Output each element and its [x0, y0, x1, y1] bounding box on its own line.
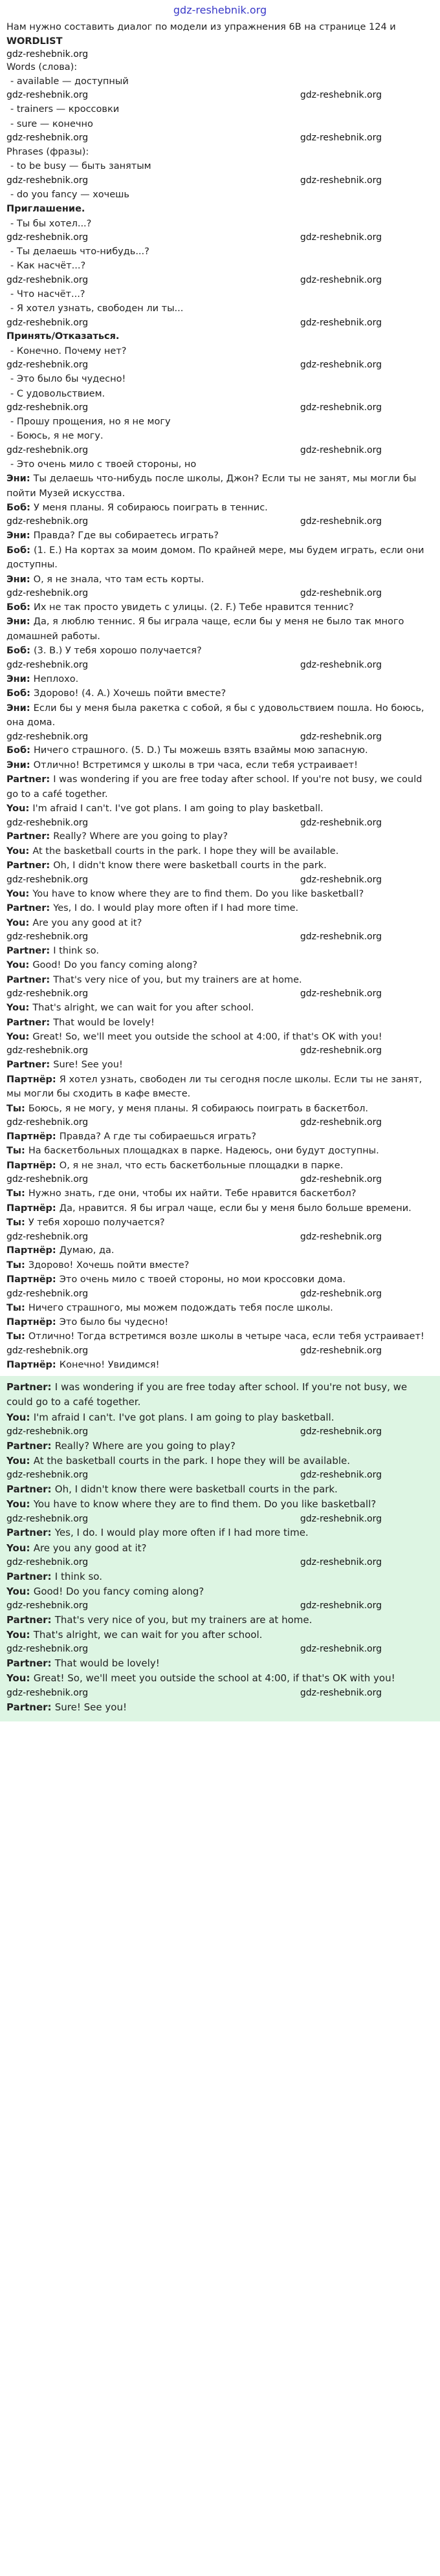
- watermark-row: [6, 659, 434, 672]
- dialog-line: [6, 1541, 434, 1556]
- speaker-label: Partner:: [6, 903, 54, 914]
- speaker-label: Эни:: [6, 759, 34, 770]
- watermark: gdz-reshebnik.org: [6, 588, 89, 599]
- speaker-label: You:: [6, 1031, 33, 1042]
- dialog-text: Great! So, we'll meet you outside the school at 4:00, if that's OK with you!: [32, 1031, 382, 1042]
- dialog-line: [6, 1329, 434, 1344]
- list-item: - Конечно. Почему нет?: [10, 345, 127, 356]
- dialog-text: You have to know where they are to find them. Do you like basketball?: [32, 888, 364, 899]
- watermark: gdz-reshebnik.org: [300, 360, 382, 371]
- dialog-text: Really? Where are you going to play?: [54, 1439, 236, 1452]
- list-item: - to be busy — быть занятым: [10, 161, 151, 172]
- speaker-label: Partner:: [6, 1613, 55, 1626]
- watermark: gdz-reshebnik.org: [6, 1687, 89, 1698]
- dialog-line: [6, 973, 434, 987]
- watermark: gdz-reshebnik.org: [300, 817, 382, 828]
- dialog-line: [6, 543, 434, 573]
- watermark: gdz-reshebnik.org: [300, 1288, 382, 1299]
- watermark-row: [6, 730, 434, 744]
- speaker-label: You:: [6, 1411, 34, 1423]
- speaker-label: Боб:: [6, 503, 34, 514]
- list-item: - Ты делаешь что-нибудь...?: [10, 246, 149, 257]
- dialog-text: Это было бы чудесно!: [59, 1317, 169, 1327]
- dialog-line: [6, 1016, 434, 1030]
- watermark: gdz-reshebnik.org: [300, 659, 382, 670]
- watermark-row: [6, 1643, 434, 1656]
- watermark: gdz-reshebnik.org: [300, 988, 382, 999]
- watermark-row: [6, 987, 434, 1001]
- dialog-text: Great! So, we'll meet you outside the school at 4:00, if that's OK with you!: [33, 1672, 395, 1685]
- dialog-line: [6, 1272, 434, 1287]
- dialog-text: I'm afraid I can't. I've got plans. I am going to play basketball.: [33, 1411, 335, 1423]
- dialog-line: [6, 1201, 434, 1216]
- watermark: gdz-reshebnik.org: [300, 274, 382, 285]
- dialog-line: [6, 772, 434, 802]
- speaker-label: Partner:: [6, 1017, 54, 1028]
- speaker-label: Ты:: [6, 1146, 28, 1157]
- watermark: gdz-reshebnik.org: [6, 133, 89, 144]
- dialog-text: Боюсь, я не могу, у меня планы. Я собираюсь поиграть в баскетбол.: [28, 1103, 369, 1114]
- phrases-title: Phrases (фразы):: [6, 147, 89, 157]
- dialog-line: [6, 1073, 434, 1102]
- dialog-line: [6, 1497, 434, 1512]
- list-item: - do you fancy — хочешь: [10, 189, 129, 200]
- speaker-label: Эни:: [6, 673, 34, 684]
- dialog-text: Yes, I do. I would play more often if I had more time.: [53, 903, 299, 914]
- dialog-russian-1: [6, 472, 434, 772]
- dialog-line: [6, 844, 434, 858]
- watermark: gdz-reshebnik.org: [300, 175, 382, 186]
- watermark: gdz-reshebnik.org: [6, 1556, 89, 1567]
- speaker-label: You:: [6, 846, 33, 857]
- dialog-line: [6, 758, 434, 772]
- watermark-row: [6, 131, 434, 145]
- watermark: gdz-reshebnik.org: [300, 232, 382, 243]
- dialog-text: Думаю, да.: [59, 1245, 115, 1256]
- list-item: - Я хотел узнать, свободен ли ты...: [10, 303, 184, 314]
- speaker-label: You:: [6, 1672, 34, 1685]
- list-item: - sure — конечно: [10, 118, 93, 129]
- watermark: gdz-reshebnik.org: [6, 932, 89, 943]
- dialog-line: [6, 858, 434, 873]
- speaker-label: Боб:: [6, 545, 34, 556]
- watermark: gdz-reshebnik.org: [300, 1470, 382, 1481]
- dialog-text-rest: По крайней мере, мы будем играть, если они доступны.: [6, 545, 424, 571]
- dialog-line: [6, 1186, 434, 1201]
- watermark: gdz-reshebnik.org: [6, 1470, 89, 1481]
- dialog-text: Их не так просто увидеть с улицы. (2. F.) Тебе нравится теннис?: [34, 602, 354, 613]
- watermark-row: [6, 515, 434, 529]
- dialog-line: [6, 829, 434, 844]
- dialog-text: I'm afraid I can't. I've got plans. I am going to play basketball.: [32, 803, 324, 814]
- watermark: gdz-reshebnik.org: [300, 1345, 382, 1356]
- dialog-line: [6, 472, 434, 501]
- dialog-text: О, я не знал, что есть баскетбольные площадки в парке.: [59, 1160, 344, 1171]
- speaker-label: You:: [6, 1542, 34, 1554]
- speaker-label: Ты:: [6, 1260, 28, 1271]
- dialog-text: At the basketball courts in the park. I hope they will be available.: [32, 846, 339, 857]
- watermark: gdz-reshebnik.org: [6, 90, 89, 101]
- watermark: gdz-reshebnik.org: [6, 659, 89, 670]
- watermark: gdz-reshebnik.org: [300, 874, 382, 885]
- speaker-label: Боб:: [6, 688, 34, 699]
- watermark: gdz-reshebnik.org: [6, 1644, 89, 1655]
- speaker-label: Ты:: [6, 1302, 28, 1313]
- watermark: gdz-reshebnik.org: [6, 444, 89, 455]
- dialog-line: [6, 944, 434, 958]
- watermark-row: [6, 930, 434, 944]
- dialog-line: [6, 916, 434, 930]
- dialog-line: [6, 1216, 434, 1230]
- dialog-text: Are you any good at it?: [32, 917, 142, 928]
- speaker-label: Боб:: [6, 745, 34, 756]
- speaker-label: Partner:: [6, 1570, 55, 1582]
- dialog-line: [6, 1628, 434, 1643]
- watermark: gdz-reshebnik.org: [300, 1117, 382, 1128]
- watermark-row: [6, 89, 434, 102]
- speaker-label: Партнёр:: [6, 1245, 60, 1256]
- dialog-line: [6, 1159, 434, 1173]
- speaker-label: Партнёр:: [6, 1203, 60, 1214]
- watermark: gdz-reshebnik.org: [6, 317, 89, 328]
- dialog-line: [6, 615, 434, 644]
- dialog-text: На баскетбольных площадках в парке. Надеюсь, они будут доступны.: [28, 1146, 379, 1157]
- dialog-text: Правда? А где ты собираешься играть?: [59, 1131, 256, 1142]
- list-item: - Это очень мило с твоей стороны, но: [10, 459, 197, 470]
- dialog-line: [6, 1030, 434, 1044]
- dialog-line: [6, 644, 434, 658]
- watermark: gdz-reshebnik.org: [6, 1174, 89, 1185]
- dialog-line: [6, 1439, 434, 1454]
- dialog-text: Sure! See you!: [53, 1060, 123, 1071]
- watermark: gdz-reshebnik.org: [6, 516, 89, 527]
- watermark: gdz-reshebnik.org: [300, 444, 382, 455]
- dialog-text: Oh, I didn't know there were basketball courts in the park.: [53, 860, 327, 871]
- accept-list: [6, 344, 434, 472]
- speaker-label: Партнёр:: [6, 1317, 60, 1327]
- dialog-text: Здорово! Хочешь пойти вместе?: [28, 1260, 190, 1271]
- watermark: gdz-reshebnik.org: [300, 1556, 382, 1567]
- watermark: gdz-reshebnik.org: [6, 274, 89, 285]
- watermark: gdz-reshebnik.org: [6, 1426, 89, 1437]
- watermark: gdz-reshebnik.org: [300, 1231, 382, 1242]
- speaker-label: Эни:: [6, 703, 34, 714]
- watermark: gdz-reshebnik.org: [300, 1513, 382, 1524]
- dialog-text: You have to know where they are to find them. Do you like basketball?: [33, 1498, 377, 1511]
- speaker-label: Ты:: [6, 1331, 28, 1342]
- dialog-line: [6, 802, 434, 816]
- dialog-text: That's very nice of you, but my trainers are at home.: [53, 974, 302, 985]
- dialog-line: [6, 1130, 434, 1144]
- watermark: gdz-reshebnik.org: [300, 402, 382, 413]
- dialog-line: [6, 1001, 434, 1015]
- watermark: gdz-reshebnik.org: [300, 1600, 382, 1611]
- dialog-text: I think so.: [53, 945, 100, 956]
- watermark: gdz-reshebnik.org: [6, 1345, 89, 1356]
- watermark-row: [6, 1556, 434, 1569]
- dialog-line: [6, 1380, 434, 1410]
- dialog-line: [6, 1315, 434, 1329]
- dialog-text: Здорово! (4. A.) Хочешь пойти вместе?: [34, 688, 226, 699]
- dialog-text: Я хотел узнать, свободен ли ты сегодня после школы. Если ты не занят, мы могли бы сходить в кафе вместе.: [6, 1074, 423, 1100]
- dialog-text: Да, я люблю теннис. Я бы играла чаще, если бы у меня не было так много домашней работы.: [6, 617, 404, 642]
- dialog-text: I think so.: [54, 1570, 102, 1582]
- dialog-text: Really? Where are you going to play?: [53, 831, 228, 842]
- dialog-line: [6, 1584, 434, 1599]
- list-item: - Как насчёт...?: [10, 261, 86, 272]
- dialog-russian-2: [6, 1073, 434, 1372]
- dialog-text: (1. E.) На кортах за моим домом.: [34, 545, 196, 556]
- dialog-text: Неплохо.: [33, 673, 79, 684]
- watermark: gdz-reshebnik.org: [6, 1600, 89, 1611]
- dialog-line: [6, 1301, 434, 1315]
- watermark: gdz-reshebnik.org: [6, 988, 89, 999]
- dialog-line: [6, 1358, 434, 1372]
- list-item: - trainers — кроссовки: [10, 104, 120, 115]
- watermark: gdz-reshebnik.org: [6, 1288, 89, 1299]
- invitation-title: Приглашение.: [6, 204, 85, 215]
- watermark: gdz-reshebnik.org: [6, 1231, 89, 1242]
- intro-text: Нам нужно составить диалог по модели из упражнения 6B на странице 124 и: [6, 21, 396, 32]
- dialog-text: (3. B.) У тебя хорошо получается?: [34, 646, 202, 657]
- dialog-text: Отлично! Тогда встретимся возле школы в четыре часа, если тебя устраивает!: [28, 1331, 424, 1342]
- watermark: gdz-reshebnik.org: [6, 402, 89, 413]
- dialog-text: У тебя хорошо получается?: [28, 1217, 165, 1228]
- watermark-row: [6, 358, 434, 372]
- speaker-label: Партнёр:: [6, 1074, 60, 1085]
- watermark: gdz-reshebnik.org: [300, 133, 382, 144]
- dialog-text: Oh, I didn't know there were basketball courts in the park.: [54, 1483, 338, 1496]
- speaker-label: Партнёр:: [6, 1274, 60, 1285]
- speaker-label: You:: [6, 1585, 34, 1597]
- dialog-line: [6, 1102, 434, 1116]
- watermark: gdz-reshebnik.org: [6, 232, 89, 243]
- watermark: gdz-reshebnik.org: [300, 516, 382, 527]
- speaker-label: Партнёр:: [6, 1359, 60, 1370]
- dialog-text: Sure! See you!: [54, 1701, 127, 1713]
- dialog-text: Нужно знать, где они, чтобы их найти. Тебе нравится баскетбол?: [28, 1188, 357, 1199]
- speaker-label: Эни:: [6, 530, 34, 541]
- watermark-row: [6, 231, 434, 245]
- speaker-label: Partner:: [6, 1439, 55, 1452]
- speaker-label: Partner:: [6, 1701, 55, 1713]
- dialog-line: [6, 743, 434, 758]
- dialog-text: That would be lovely!: [54, 1657, 160, 1670]
- speaker-label: Эни:: [6, 574, 34, 585]
- words-title: Words (слова):: [6, 61, 78, 72]
- speaker-label: Partner:: [6, 1483, 55, 1496]
- dialog-text: Конечно! Увидимся!: [59, 1359, 160, 1370]
- speaker-label: You:: [6, 888, 33, 899]
- watermark: gdz-reshebnik.org: [300, 1174, 382, 1185]
- watermark-row: [6, 1230, 434, 1244]
- dialog-line: [6, 1700, 434, 1715]
- dialog-line: [6, 529, 434, 543]
- speaker-label: Ты:: [6, 1103, 28, 1114]
- watermark-row: [6, 274, 434, 287]
- dialog-text: Да, нравится. Я бы играл чаще, если бы у меня было больше времени.: [59, 1203, 412, 1214]
- list-item: - Ты бы хотел...?: [10, 218, 92, 229]
- speaker-label: Ты:: [6, 1188, 28, 1199]
- speaker-label: Партнёр:: [6, 1131, 60, 1142]
- watermark-row: [6, 174, 434, 188]
- speaker-label: You:: [6, 917, 33, 928]
- dialog-line: [6, 958, 434, 972]
- watermark-row: [6, 587, 434, 600]
- watermark: gdz-reshebnik.org: [300, 1644, 382, 1655]
- speaker-label: You:: [6, 1003, 33, 1014]
- dialog-text: О, я не знала, что там есть корты.: [33, 574, 204, 585]
- watermark: gdz-reshebnik.org: [300, 731, 382, 742]
- speaker-label: Partner:: [6, 1060, 54, 1071]
- list-item: - available — доступный: [10, 76, 129, 87]
- dialog-text: I was wondering if you are free today after school. If you're not busy, we could go to a café together.: [6, 1381, 408, 1408]
- watermark-row: [6, 444, 434, 457]
- dialog-text: Yes, I do. I would play more often if I had more time.: [54, 1527, 309, 1539]
- watermark-row: [6, 1116, 434, 1130]
- watermark: gdz-reshebnik.org: [6, 817, 89, 828]
- speaker-label: Partner:: [6, 831, 54, 842]
- dialog-text: Ничего страшного, мы можем подождать тебя после школы.: [28, 1302, 333, 1313]
- wordlist-title: WORDLIST: [6, 36, 63, 47]
- speaker-label: You:: [6, 1498, 34, 1511]
- dialog-text: That's very nice of you, but my trainers are at home.: [54, 1613, 313, 1626]
- dialog-line: [6, 686, 434, 701]
- watermark: gdz-reshebnik.org: [6, 874, 89, 885]
- dialog-text: Это очень мило с твоей стороны, но мои кроссовки дома.: [59, 1274, 346, 1285]
- watermark: gdz-reshebnik.org: [6, 360, 89, 371]
- list-item: - Боюсь, я не могу.: [10, 431, 104, 442]
- dialog-line: [6, 1569, 434, 1584]
- invitation-list: [6, 217, 434, 330]
- dialog-line: [6, 901, 434, 915]
- watermark-row: [6, 816, 434, 830]
- watermark-row: [6, 1344, 434, 1358]
- dialog-line: [6, 1144, 434, 1158]
- dialog-text: At the basketball courts in the park. I hope they will be available.: [33, 1455, 351, 1467]
- watermark: gdz-reshebnik.org: [6, 731, 89, 742]
- dialog-line: [6, 887, 434, 901]
- accept-title: Принять/Отказаться.: [6, 331, 120, 342]
- watermark: gdz-reshebnik.org: [6, 175, 89, 186]
- speaker-label: Partner:: [6, 1527, 55, 1539]
- speaker-label: Partner:: [6, 1381, 55, 1393]
- words-list: [6, 74, 434, 145]
- watermark: gdz-reshebnik.org: [300, 90, 382, 101]
- watermark: gdz-reshebnik.org: [300, 932, 382, 943]
- watermark-row: [6, 1686, 434, 1700]
- site-brand[interactable]: gdz-reshebnik.org: [173, 4, 267, 16]
- dialog-line: [6, 1482, 434, 1497]
- watermark: gdz-reshebnik.org: [300, 1426, 382, 1437]
- dialog-english-1: [6, 772, 434, 1072]
- dialog-text: Good! Do you fancy coming along?: [32, 960, 198, 971]
- dialog-line: [6, 600, 434, 615]
- dialog-line: [6, 1258, 434, 1272]
- dialog-line: [6, 1671, 434, 1686]
- dialog-text: У меня планы. Я собираюсь поиграть в теннис.: [34, 503, 268, 514]
- dialog-line: [6, 1243, 434, 1258]
- speaker-label: You:: [6, 1455, 34, 1467]
- speaker-label: Partner:: [6, 974, 54, 985]
- watermark: gdz-reshebnik.org: [300, 1045, 382, 1056]
- speaker-label: Partner:: [6, 945, 54, 956]
- watermark: gdz-reshebnik.org: [300, 317, 382, 328]
- dialog-text: That's alright, we can wait for you after school.: [32, 1003, 254, 1014]
- list-item: - С удовольствием.: [10, 388, 105, 399]
- dialog-text: Are you any good at it?: [33, 1542, 147, 1554]
- dialog-line: [6, 501, 434, 515]
- speaker-label: Partner:: [6, 860, 54, 871]
- watermark-row: [6, 1287, 434, 1301]
- speaker-label: Партнёр:: [6, 1160, 60, 1171]
- dialog-line: [6, 1058, 434, 1072]
- list-item: - Это было бы чудесно!: [10, 374, 126, 385]
- dialog-text: That's alright, we can wait for you after school.: [33, 1629, 263, 1641]
- speaker-label: Боб:: [6, 602, 34, 613]
- watermark: gdz-reshebnik.org: [6, 49, 89, 60]
- list-item: - Прошу прощения, но я не могу: [10, 416, 171, 427]
- dialog-line: [6, 1525, 434, 1540]
- dialog-line: [6, 1454, 434, 1468]
- speaker-label: Partner:: [6, 1657, 55, 1670]
- watermark-row: [6, 1468, 434, 1482]
- watermark-row: [6, 1173, 434, 1186]
- watermark: gdz-reshebnik.org: [300, 588, 382, 599]
- speaker-label: Partner:: [6, 774, 54, 785]
- dialog-text: That would be lovely!: [53, 1017, 155, 1028]
- speaker-label: Эни:: [6, 617, 34, 628]
- phrases-list: [6, 159, 434, 202]
- watermark-row: [6, 1599, 434, 1613]
- watermark-row: [6, 1512, 434, 1526]
- speaker-label: You:: [6, 960, 33, 971]
- watermark: gdz-reshebnik.org: [6, 1513, 89, 1524]
- dialog-text: Ничего страшного. (5. D.) Ты можешь взять взаймы мою запасную.: [34, 745, 368, 756]
- dialog-text: Правда? Где вы собираетесь играть?: [33, 530, 219, 541]
- dialog-text: Good! Do you fancy coming along?: [33, 1585, 204, 1597]
- watermark-row: [6, 873, 434, 887]
- watermark-row: [6, 1044, 434, 1058]
- list-item: - Что насчёт...?: [10, 289, 85, 300]
- dialog-line: [6, 1410, 434, 1425]
- dialog-line: [6, 1656, 434, 1671]
- dialog-line: [6, 573, 434, 587]
- speaker-label: You:: [6, 803, 33, 814]
- dialog-text: Отлично! Встретимся у школы в три часа, если тебя устраивает!: [33, 759, 358, 770]
- speaker-label: You:: [6, 1629, 34, 1641]
- watermark: gdz-reshebnik.org: [6, 1045, 89, 1056]
- dialog-line: [6, 1613, 434, 1628]
- watermark: gdz-reshebnik.org: [6, 1117, 89, 1128]
- watermark-row: [6, 401, 434, 415]
- dialog-line: [6, 672, 434, 686]
- dialog-text: Ты делаешь что-нибудь после школы, Джон? Если ты не занят, мы могли бы пойти Музей искусства.: [6, 474, 417, 499]
- watermark-row: [6, 1425, 434, 1439]
- speaker-label: Эни:: [6, 474, 34, 485]
- dialog-english-highlighted: [0, 1376, 440, 1721]
- watermark-row: [6, 316, 434, 330]
- watermark: gdz-reshebnik.org: [300, 1687, 382, 1698]
- dialog-text: Если бы у меня была ракетка с собой, я бы с удовольствием пошла. Но боюсь, она дома.: [6, 703, 424, 728]
- speaker-label: Ты:: [6, 1217, 28, 1228]
- dialog-text: I was wondering if you are free today after school. If you're not busy, we could go to a café together.: [6, 774, 423, 800]
- dialog-line: [6, 701, 434, 730]
- speaker-label: Боб:: [6, 646, 34, 657]
